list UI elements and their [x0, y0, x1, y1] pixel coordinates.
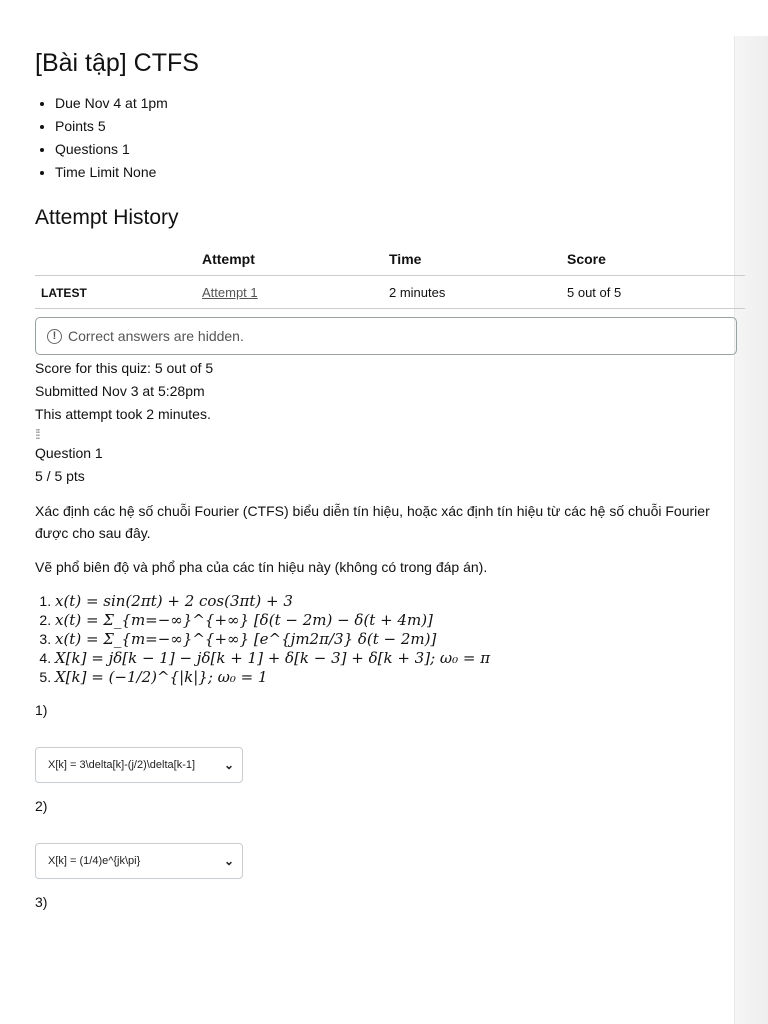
- latest-label: LATEST: [35, 276, 196, 309]
- main-content: [35, 46, 735, 911]
- header-score: Score: [561, 244, 745, 276]
- question-title: Question 1: [35, 445, 103, 461]
- equation-item: 3. x(t) = Σ_{m=−∞}^{+∞} [e^{jm2π/3} δ(t − 2m)]: [55, 630, 735, 649]
- equation-item: 2. x(t) = Σ_{m=−∞}^{+∞} [δ(t − 2m) − δ(t + 4m)]: [55, 611, 735, 630]
- answer-select-2[interactable]: [35, 843, 243, 879]
- chevron-down-icon: ⌄: [223, 854, 234, 868]
- table-header-row: [35, 244, 745, 276]
- header-time: Time: [383, 244, 561, 276]
- attempt-score: 5 out of 5: [561, 276, 745, 309]
- question-text-1: Xác định các hệ số chuỗi Fourier (CTFS) biểu diễn tín hiệu, hoặc xác định tín hiệu từ các hệ số chuỗi Fourier được cho sau đây.: [35, 503, 710, 541]
- duration-text: This attempt took 2 minutes.: [35, 406, 211, 422]
- score-text: Score for this quiz: 5 out of 5: [35, 360, 214, 376]
- equation-item: 1. x(t) = sin(2πt) + 2 cos(3πt) + 3: [55, 592, 735, 611]
- answer-label-3: 3): [35, 894, 48, 910]
- page-title: [Bài tập] CTFS: [35, 49, 199, 77]
- meta-due: • Due Nov 4 at 1pm: [55, 92, 735, 115]
- correct-answers-alert: [35, 317, 737, 355]
- equation-list: [35, 592, 735, 687]
- header-status: [35, 244, 196, 276]
- question-text-2: Vẽ phổ biên độ và phổ pha của các tín hiệu này (không có trong đáp án).: [35, 559, 488, 575]
- chevron-down-icon: ⌄: [223, 758, 234, 772]
- header-attempt: Attempt: [196, 244, 383, 276]
- table-row: [35, 276, 745, 309]
- attempt-history-table: [35, 244, 745, 309]
- answer-select-2-value: X[k] = (1/4)e^{jk\pi}: [48, 855, 141, 867]
- quiz-summary: [35, 357, 735, 488]
- equation-item: 5. X[k] = (−1/2)^{|k|}; ω₀ = 1: [55, 668, 735, 687]
- scroll-edge: [734, 36, 768, 1024]
- meta-points: • Points 5: [55, 115, 735, 138]
- info-icon: !: [47, 329, 62, 344]
- question-points: 5 / 5 pts: [35, 468, 85, 484]
- answer-label-2: 2): [35, 798, 48, 814]
- answer-label-1: 1): [35, 702, 48, 718]
- attempt-link[interactable]: Attempt 1: [202, 285, 258, 300]
- alert-text: Correct answers are hidden.: [68, 328, 244, 344]
- attempt-history-heading: Attempt History: [35, 206, 179, 229]
- quiz-meta-list: [35, 92, 735, 184]
- attempt-time: 2 minutes: [383, 276, 561, 309]
- equation-item: 4. X[k] = jδ[k − 1] − jδ[k + 1] + δ[k − 3] + δ[k + 3]; ω₀ = π: [55, 649, 735, 668]
- meta-time-limit: • Time Limit None: [55, 161, 735, 184]
- drag-handle-icon[interactable]: ⁞⁞: [35, 426, 39, 442]
- answer-select-1-value: X[k] = 3\delta[k]-(j/2)\delta[k-1]: [48, 759, 196, 771]
- meta-questions: • Questions 1: [55, 138, 735, 161]
- answer-select-1[interactable]: [35, 747, 243, 783]
- submitted-text: Submitted Nov 3 at 5:28pm: [35, 383, 205, 399]
